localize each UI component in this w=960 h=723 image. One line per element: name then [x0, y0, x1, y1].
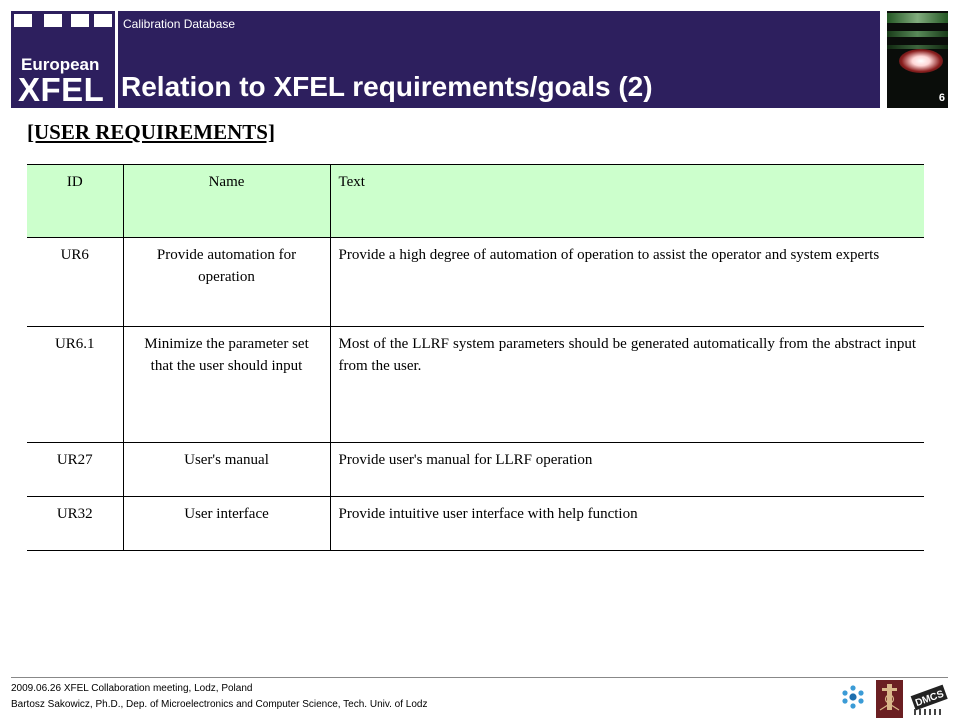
dmcs-logo-text: DMCS	[913, 688, 946, 710]
desy-logo-icon	[840, 684, 866, 710]
cell-text: Provide intuitive user interface with help function	[338, 506, 638, 522]
cell-id: UR6	[27, 238, 123, 327]
cell-name: User interface	[123, 497, 330, 551]
requirements-table	[27, 164, 924, 551]
footer-author-info: Bartosz Sakowicz, Ph.D., Dep. of Microelectronics and Computer Science, Tech. Univ. of Lodz	[11, 699, 428, 710]
logo-text-european: European	[21, 55, 100, 74]
column-header-name: Name	[123, 165, 330, 238]
footer-meeting-info: 2009.06.26 XFEL Collaboration meeting, Lodz, Poland	[11, 683, 253, 694]
cell-id: UR27	[27, 443, 123, 497]
cell-name: Provide automation for operation	[123, 238, 330, 327]
slide-header	[11, 11, 880, 108]
cell-name: User's manual	[123, 443, 330, 497]
table-row	[27, 443, 924, 497]
cell-name: Minimize the parameter set that the user should input	[123, 327, 330, 443]
column-header-id: ID	[27, 165, 123, 238]
header-subtitle: Calibration Database	[123, 17, 236, 31]
header-divider	[115, 11, 118, 108]
page-number: 6	[938, 92, 945, 104]
dmcs-logo-icon	[910, 681, 948, 718]
logo-text-xfel: XFEL	[18, 71, 105, 108]
lodz-university-logo-icon	[876, 680, 903, 718]
header-thumbnail-image	[887, 11, 948, 108]
cell-text: Provide a high degree of automation of operation to assist the operator and system experts	[338, 247, 880, 263]
cell-text: Most of the LLRF system parameters should be generated automatically from the abstract input from the user.	[338, 336, 916, 374]
section-heading: [USER REQUIREMENTS]	[27, 120, 275, 144]
slide-title: Relation to XFEL requirements/goals (2)	[121, 71, 653, 102]
cell-text: Provide user's manual for LLRF operation	[338, 452, 593, 468]
column-header-text: Text	[330, 165, 924, 238]
cell-id: UR6.1	[27, 327, 123, 443]
table-header-row	[27, 165, 924, 238]
footer-divider	[11, 677, 948, 678]
cell-id: UR32	[27, 497, 123, 551]
table-row	[27, 497, 924, 551]
table-row	[27, 327, 924, 443]
table-row	[27, 238, 924, 327]
